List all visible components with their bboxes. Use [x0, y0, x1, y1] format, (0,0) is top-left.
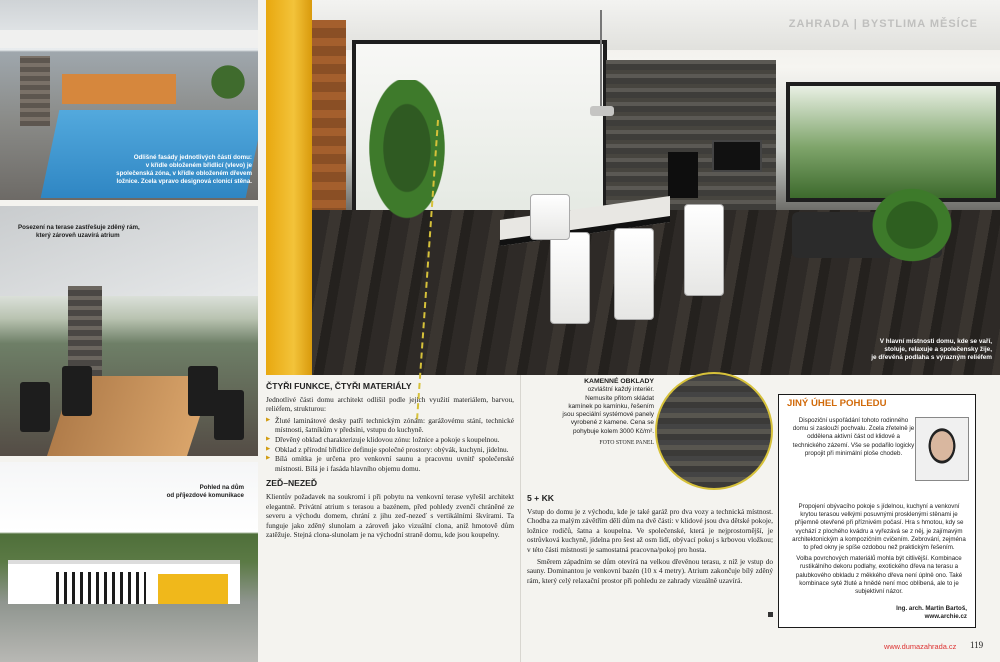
magazine-url[interactable]: www.dumazahrada.cz: [884, 642, 957, 651]
caption-line: Posezení na terase zastřešuje zděný rám,: [18, 224, 140, 231]
caption-line: Pohled na dům: [199, 484, 244, 491]
photo-credit: FOTO STONE PANEL: [599, 440, 654, 447]
caption-line: V hlavní místnosti domu, kde se vaří,: [879, 338, 992, 345]
terrace-chair: [20, 382, 50, 432]
caption-line: vyrobené z kamene. Cena se: [570, 419, 654, 427]
opinion-box: [778, 394, 976, 628]
photo-house-exterior: [0, 462, 258, 662]
box-paragraph: Propojení obývacího pokoje s jídelnou, kuchyní a venkovní krytou terasou velkými posuvnými prosklenými stěnami je příjemně otevřené při příznivém počasí. Hra s hmotou, kdy se vychází z plochého kvádru a vyřezává se z něj, je zajímavým architektonickým a kompozičním cvičením. Zebrování, zejména to před okny je spíše ozdobou než praktickým řešením.: [792, 503, 966, 552]
dining-chair: [614, 228, 654, 320]
caption-photo3: [124, 484, 244, 500]
page-gutter: [520, 375, 521, 662]
vertical-slat-wall: [56, 572, 146, 604]
author-portrait: [915, 417, 969, 481]
box-paragraph: Dispoziční uspořádání tohoto rodinného domu si zaslouží pochvalu. Zcela zřetelně je oddělena aktivní část od klidové a technického zázemí. Vše se podařilo logicky propojit při minimální ploše chodeb.: [792, 417, 915, 457]
stone-panel-detail: [655, 372, 773, 490]
television: [712, 140, 762, 172]
author-website: www.archie.cz: [924, 613, 967, 620]
paragraph: Směrem západním se dům otevírá na velkou dřevěnou terasu, z níž je vstup do sauny. Dominantou je venkovní bazén (10 x 4 metry). Atrium zakončuje bílý zděný rám, který celý relaxační prostor při pohledu ze zahrady vizuálně uzavírá.: [527, 556, 773, 585]
terrace-chair: [62, 366, 92, 416]
yellow-wall-strip: [266, 0, 312, 375]
box-title: JINÝ ÚHEL POHLEDU: [787, 398, 887, 409]
paragraph: Klientův požadavek na soukromí i při pobytu na venkovní terase vyřešil architekt elegantně. Privátní atrium s terasou a bazénem, před pohledy zvenčí chráněné ze severu a východu domem, chrání z jihu zeď-nezeď s vertikálními škvírami. Ta funguje jako zděný slunolam a zároveň jako vizuální clona, aniž hmotově dům zatěžuje. Stejná clona-slunolam je na východní straně domu, kde jsou koupelny.: [266, 491, 514, 540]
caption-line: kamínek po kamínku, řešením: [568, 402, 654, 410]
photo-interior: [312, 0, 1000, 375]
article-column-2: [527, 494, 773, 587]
bullet-item: ▶ Obklad z přírodní břidlice definuje společné prostory: obývák, kuchyni, jídelnu.: [266, 445, 514, 455]
paragraph: Vstup do domu je z východu, kde je také garáž pro dva vozy a technická místnost. Chodba za malým závětřím dělí dům na dvě části: v klidové jsou dva dětské pokoje, ložnice rodičů, šatna a koupelna. Ve společenské, která je nejprostornější, je ostrůvková kuchyně, jídelna pro šest až osm lidí, obývací pokoj s krbovou vložkou; v této části místnosti je samostatná pracovna/pokoj pro hosta.: [527, 506, 773, 554]
page-number: 119: [970, 640, 984, 650]
indoor-palm: [352, 80, 462, 250]
section-heading: ZEĎ–NEZEĎ: [266, 478, 318, 489]
caption-line: je dřevěná podlaha s výrazným reliéfem: [871, 354, 992, 361]
box-paragraph: Volba povrchových materiálů mohla být citlivější. Kombinace rustikálního dekoru podlahy, exotického dřeva na terasu a palubkového obkladu z měkkého dřeva není úplně ono. Také kombinace syté žluté a hnědé není moc oblíbená, ale to je subjektivní názor.: [795, 555, 963, 596]
section-heading: ČTYŘI FUNKCE, ČTYŘI MATERIÁLY: [266, 381, 412, 391]
end-mark: [768, 612, 773, 617]
dining-chair: [684, 204, 724, 296]
stone-caption-title: KAMENNÉ OBKLADY: [584, 378, 654, 385]
bullet-item: ▶ Dřevěný obklad charakterizuje klidovou zónu: ložnice a pokoje s koupelnou.: [266, 435, 514, 445]
slate-wall: [20, 56, 50, 126]
caption-line: stoluje, relaxuje a společensky žije,: [884, 346, 992, 353]
section-header: ZAHRADA | BYSTLIMA MĚSÍCE: [788, 18, 978, 30]
terrace-roof: [0, 206, 258, 296]
wood-clad-wing: [62, 74, 176, 104]
dining-chair: [530, 194, 570, 240]
article-column-1: [266, 382, 514, 542]
section-heading: 5 + KK: [527, 493, 554, 503]
caption-photo1: [102, 154, 252, 186]
caption-line: od příjezdové komunikace: [166, 492, 244, 499]
dining-chair: [550, 232, 590, 324]
house-front: [8, 560, 240, 604]
photo-pool-atrium: [0, 0, 258, 200]
bullet-item: ▶ Žluté laminátové desky patří technickým zónám: garážovému stání, technické místnosti, šatníkům v předsíni, vstupu do kuchyně.: [266, 416, 514, 435]
caption-line: Odlišné fasády jednotlivých částí domu:: [133, 154, 252, 161]
potted-palm: [208, 58, 248, 118]
author-name: Ing. arch. Martin Bartoš,: [896, 605, 967, 612]
fireplace: [668, 152, 698, 198]
author-signature: [896, 605, 967, 621]
caption-interior: [842, 338, 992, 362]
bullet-item: ▶ Bílá omítka je určena pro venkovní saunu a pracovnu uvnitř společenské místnosti. Bílá je i fasáda hlavního objemu domu.: [266, 454, 514, 473]
photo-terrace: [0, 206, 258, 456]
caption-line: ozvláštní každý interiér.: [587, 386, 654, 394]
caption-line: v křídle obloženém břidlicí (vlevo) je: [145, 162, 252, 169]
yellow-garage-panel: [158, 574, 228, 604]
terrace-chair: [214, 390, 244, 440]
caption-line: pohybuje kolem 3000 Kč/m².: [573, 427, 654, 435]
box-paragraph-group: [791, 503, 967, 596]
caption-line: Nemusíte přitom skládat: [585, 394, 654, 402]
stone-panel-caption: [548, 378, 654, 447]
caption-line: který zároveň uzavírá atrium: [36, 232, 120, 239]
indoor-plant: [852, 170, 972, 280]
pendant-lamp-cord: [600, 10, 602, 110]
caption-line: společenská zóna, v křídle obloženém dřevem: [116, 170, 252, 177]
caption-photo2: [18, 224, 168, 240]
caption-line: ložnice. Zcela vpravo designová clonicí stěna.: [116, 178, 252, 185]
paragraph: Jednotlivé části domu architekt odlišil podle jejich využití materiálem, barvou, reliéfem, strukturou:: [266, 394, 514, 414]
caption-line: jsou speciální systémové panely: [562, 411, 654, 419]
pendant-lamp: [590, 106, 614, 116]
roof-overhang: [0, 30, 258, 48]
